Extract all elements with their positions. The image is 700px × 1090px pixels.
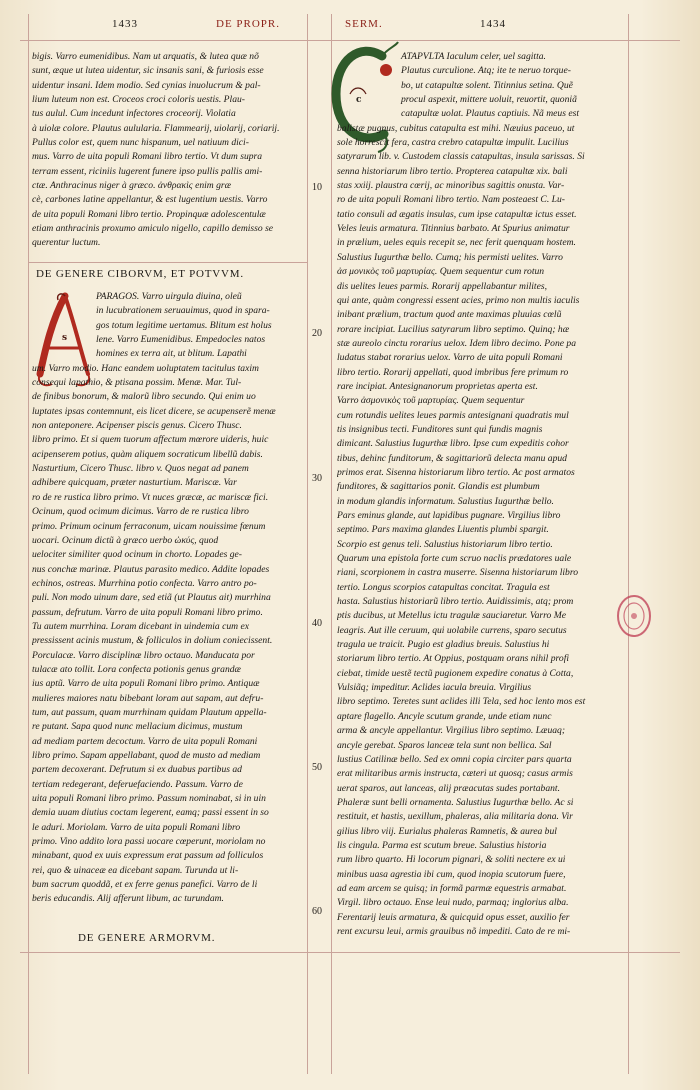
text-line: tum, aut passum, quam murrhinam quidam Plautum appella- xyxy=(32,706,267,718)
text-line: tragula ue traicit. Pugio est gladius breuis. Salustius hi xyxy=(337,639,550,651)
text-line: stæ aureolo cinctu rorarius uelox. Idem libro decimo. Pone pa xyxy=(337,337,577,349)
text-line: septimo. Pars maxima glandes Liuentis plumbi spargit. xyxy=(337,524,549,536)
text-line: senna historiarum libro tertio. Propterea catapultæ xix. bali xyxy=(337,165,568,177)
text-line: ATAPVLTA Iaculum celer, uel sagitta. xyxy=(401,51,546,62)
text-line: ludatus stabat rorarius uelox. Varro de uita populi Romani xyxy=(337,352,563,364)
text-line: consequi lapathio, & ptisana possim. Menæ. Mar. Tul- xyxy=(32,377,242,389)
text-line: libro tertio. Rorarij appellati, quod imbribus fere primum ro xyxy=(337,366,569,378)
section-heading-arms: DE GENERE ARMORVM. xyxy=(78,932,216,944)
left-column-top xyxy=(32,50,304,251)
text-line: passum, defrutum. Varro de uita populi Romani libro primo. xyxy=(32,606,263,618)
text-line: ἀσ μονικὸς τοῦ μαρτυρίας. Quem sequentur cum rotun xyxy=(337,266,545,278)
page-number-left: 1433 xyxy=(112,18,138,30)
text-line: echinos, ostreas. Murrhina potio confecta. Varro antro po- xyxy=(32,577,257,589)
right-column xyxy=(337,50,623,939)
text-line: à uiolæ colore. Plautus aulularia. Flammearij, uiolarij, coriarij. xyxy=(32,122,280,134)
text-line: uocari. Ocinum dictũ à græco uerbo ὠκύς, quod xyxy=(32,534,219,546)
text-line: libro primo. Sapam appellabant, quod de musto ad mediam xyxy=(32,750,261,761)
text-line: lis cingula. Parma est scutum breue. Salustius historia xyxy=(337,839,547,851)
text-line: catapultæ uolat. Plautus captiuis. Nã meus est xyxy=(401,108,580,120)
text-line: in prælium, ueles equis recepit se, nec ferit quenquam hostem. xyxy=(337,237,576,249)
text-line: ius aptũ. Varro de uita populi Romani libro primo. Antiquæ xyxy=(32,678,260,690)
text-line: tis insignibus tecti. Funditores sunt qui fundis magnis xyxy=(337,423,543,435)
text-line: primo. Vino addito lora passi uocare cœperunt, moriolam no xyxy=(32,836,266,848)
text-line: homines ex terra ait, ut blitum. Lapathi xyxy=(96,348,247,360)
text-line: sunt, æque ut lutea uidentur, sic insanis sani, & furiosis esse xyxy=(32,65,264,77)
text-line: cum rotundis uelites leues parmis antesignani quadratis mul xyxy=(337,409,569,421)
line-number: 50 xyxy=(312,762,322,773)
text-line: gos totum legitime uertamus. Blitum est holus xyxy=(96,319,272,331)
text-line: partem decoxerant. Defrutum si ex duabus partibus ad xyxy=(32,764,242,776)
text-line: de finibus bonorum, & malorũ libro secundo. Qui enim uo xyxy=(32,391,256,403)
text-line: leagris. Aut ille ceruum, qui uolabile currens, sparo secutus xyxy=(337,624,567,636)
text-line: minibus uasa agrestia ibi cum, quod inopia scutorum fuere, xyxy=(337,868,566,880)
text-line: Pars eminus glande, aut lapidibus pugnare. Virgilius libro xyxy=(337,510,561,521)
text-line: bo, ut catapultæ solent. Titinnius setina. Quẽ xyxy=(401,79,573,91)
text-line: non anteponere. Acipenser piscis genus. Cicero Thusc. xyxy=(32,420,242,432)
text-line: inibant prælium, tractum quod ante maximas pluuias cœlũ xyxy=(337,309,562,321)
text-line: bigis. Varro eumenidibus. Nam ut arquatis, & lutea quæ nõ xyxy=(32,51,259,62)
right-rule xyxy=(628,14,629,1074)
library-stamp xyxy=(612,592,656,640)
text-line: arma & ancyle appellantur. Virgilius libro septimo. Læuaq; xyxy=(337,725,566,737)
text-line: ad eam arcem se quisq; in formã parmæ equestris armabat. xyxy=(337,882,567,894)
text-line: pressissent acinis mustum, & folliculos in dolium coniecissent. xyxy=(32,635,273,647)
text-line: riani, scorpionem in castra muserre. Sisenna historiarum libro xyxy=(337,567,579,579)
svg-text:s: s xyxy=(62,333,68,343)
text-line: re putant. Sapa quod nunc mellacium dicimus, mustum xyxy=(32,721,243,733)
text-line: PARAGOS. Varro uirgula diuina, oleũ xyxy=(96,291,242,302)
text-line: lium luteum non est. Croceos croci coloris uestis. Plau- xyxy=(32,94,245,106)
text-line: terram essent, riciniis lugerent funere ipso pullis pallis ami- xyxy=(32,165,263,177)
text-line: querentur luctum. xyxy=(32,237,101,249)
text-line: Veles leuis armatura. Titinnius barbato. At Spurius animatur xyxy=(337,223,570,235)
text-line: rei, quo & uinaceæ ea dicebant sapam. Turunda ut li- xyxy=(32,864,239,876)
text-line: Varro ἀσμονικὸς τοῦ μαρτυρίας. Quem sequentur xyxy=(337,395,525,407)
line-number: 30 xyxy=(312,473,322,484)
text-line: procul aspexit, mittere uoluit, reuortit, quoniã xyxy=(401,94,577,106)
text-line: tatio consuli ad ægatis insulas, cum ipse catapultæ ictus esset. xyxy=(337,208,577,220)
text-line: ptis ducibus, ut Metellus ictu tragulæ sauciaretur. Varro Me xyxy=(337,610,566,622)
line-number: 60 xyxy=(312,906,322,917)
text-line: hasta. Salustius historiarũ libro tertio. Auidissimis, atq; prom xyxy=(337,596,574,608)
gutter-rule-left xyxy=(307,14,308,1074)
text-line: rum libro quarto. Hi locorum pignari, & soliti nectere ex ui xyxy=(337,854,566,866)
text-line: minabant, quod ex uuis expressum erat passum ad folliculos xyxy=(32,850,264,862)
text-line: Tu autem murrhina. Loram dicebant in uindemia cum ex xyxy=(32,620,250,632)
text-line: Pullus color est, quem nunc hispanum, uel natiuum dici- xyxy=(32,137,249,149)
text-line: primo. Primum ocinum ferraconum, uicam nouissime fœnum xyxy=(32,520,266,532)
text-line: bum sacrum quoddã, et ex ferre genus panefici. Varro de li xyxy=(32,879,258,891)
text-line: libro septimo. Teretes sunt aclides illi Tela, sed hoc lento mos est xyxy=(337,696,586,708)
text-line: rorare incipiat. Lucilius satyrarum libro septimo. Quinq; hæ xyxy=(337,323,570,335)
text-line: ro de re rustica libro primo. Vt nuces græcæ, ac mariscæ fici. xyxy=(32,491,269,503)
text-line: uita populi Romani libro primo. Passum nominabat, si in uin xyxy=(32,793,266,805)
text-line: funditores, & sagittarios ponit. Glandis est plumbum xyxy=(337,481,540,493)
text-line: satyrarum lib. v. Custodem classis catapultas, insula sarissas. Si xyxy=(337,151,585,163)
left-column-body xyxy=(32,290,304,907)
text-line: Plautus curculione. Atq; ite te neruo torque- xyxy=(401,65,571,77)
text-line: libro primo. Et si quem tuorum affectum mœrore uideris, huic xyxy=(32,434,269,446)
text-line: mulieres maiores natu bibebant loram aut sapam, aut defru- xyxy=(32,692,264,704)
line-number: 40 xyxy=(312,618,322,629)
bottom-rule xyxy=(20,952,680,953)
gutter-rule-right xyxy=(331,14,332,1074)
text-line: primos erat. Sisenna historiarum libro tertio. Ac post armatos xyxy=(337,466,575,478)
text-line: rare incipiat. Antesignanorum proprietas aperta est. xyxy=(337,380,538,392)
text-line: qui ante, quàm congressi essent acies, primo non multis iaculis xyxy=(337,294,580,306)
text-line: restituit, et hastis, uexillum, phaleras, alia militaria dona. Vir xyxy=(337,811,573,823)
text-line: aptare flagello. Ancyle scutum grande, unde etiam nunc xyxy=(337,710,552,722)
left-rule xyxy=(28,14,29,1074)
text-line: ciebat, timide uestẽ tectũ pugionem expedire conatus à Cotta, xyxy=(337,667,574,679)
text-line: nus conchæ marinæ. Plautus parasito medico. Addite lopades xyxy=(32,563,270,575)
line-number: 10 xyxy=(312,182,322,193)
text-line: uerat sparos, aut lanceas, alij præacutas sudes portabant. xyxy=(337,782,560,794)
page-number-right: 1434 xyxy=(480,18,506,30)
text-line: puli. Non modo uinum dare, sed etiã (ut Plautus ait) murrhina xyxy=(32,592,271,604)
text-line: adhibere quicquam, præter nasturtium. Mariscæ. Var xyxy=(32,477,237,489)
text-line: Virgil. libro octauo. Ense leui nudo, parmaq; inglorius alba. xyxy=(337,897,569,909)
text-line: tulacæ ato tollit. Lora confecta potionis genus grandæ xyxy=(32,663,241,675)
text-line: Scorpio est genus teli. Salustius historiarum libro tertio. xyxy=(337,538,553,550)
svg-text:c: c xyxy=(356,95,362,105)
section-divider xyxy=(28,262,307,263)
text-line: tertiam redegerant, deferuefaciendo. Passum. Varro de xyxy=(32,778,243,790)
text-line: Nasturtium, Cicero Thusc. libro v. Quos negat ad panem xyxy=(32,463,249,475)
text-line: dis uelites leues parmis. Rorarij appellabantur milites, xyxy=(337,280,547,292)
text-line: balistæ pugnus, cubitus catapulta est mihi. Næuius paceuo, ut xyxy=(337,122,575,134)
text-line: le aduri. Moriolam. Varro de uita populi Romani libro xyxy=(32,821,241,833)
section-heading-food: DE GENERE CIBORVM, ET POTVVM. xyxy=(36,268,244,280)
text-line: etiam anthracinis proxumo amiculo nigello, capillo demisso se xyxy=(32,223,274,235)
text-line: dimicant. Salustius Iugurthæ libro. Ipse cum expeditis cohor xyxy=(337,438,569,450)
text-line: tertio. Longus scorpios catapultas concitat. Tragula est xyxy=(337,581,550,593)
running-title-left: DE PROPR. xyxy=(216,18,281,30)
text-line: Phaleræ sunt belli ornamenta. Salustius Iugurthæ bello. Ac si xyxy=(337,796,574,808)
text-line: demia uuam diutius coctam legerent, eamq; passi essent in so xyxy=(32,807,269,819)
text-line: stas xxiij. plaustra cœrij, ac minoribus sagittis onusta. Var- xyxy=(337,180,565,192)
text-line: Vulsiãq; impeditur. Aclides iacula breuia. Virgilius xyxy=(337,682,532,694)
text-line: gilius libro viij. Eurialus phaleras Ramnetis, & aurea bul xyxy=(337,825,557,837)
text-line: ctæ. Anthracinus niger à græco. ἀνθρακὶς enim græ xyxy=(32,180,232,192)
text-line: ad mediam partem decoctum. Varro de uita populi Romani xyxy=(32,735,258,747)
text-line: acipenserem potius, quàm aliquem socraticum libellũ dabis. xyxy=(32,448,263,460)
text-line: luptates ipsas contemnunt, eis licet dicere, se acupenserẽ menæ xyxy=(32,405,276,417)
line-number: 20 xyxy=(312,328,322,339)
text-line: ancyle gerebat. Sparos lanceæ tela sunt non bellica. Sal xyxy=(337,739,552,751)
text-line: uidentur insani. Idem modio. Sed cynias inuolucrum & pal- xyxy=(32,79,261,91)
text-line: ro de uita populi Romani libro tertio. Nam posteaest C. Lu- xyxy=(337,194,565,206)
text-line: mus. Varro de uita populi Romani libro tertio. Vt dum supra xyxy=(32,151,263,163)
text-line: beris educandis. Alij afferunt libum, ac turundam. xyxy=(32,893,224,905)
text-line: uelociter similiter quod ocinum in chorto. Lopades ge- xyxy=(32,549,242,561)
text-line: storiarum libro tertio. At Oppius, postquam orans nihil profi xyxy=(337,653,570,665)
running-header xyxy=(0,14,700,36)
text-line: de uita populi Romani libro tertio. Propinquæ adolescentulæ xyxy=(32,208,266,220)
text-line: sole horrescit fera, castra crebro catapultæ impulit. Lucilius xyxy=(337,137,569,149)
text-line: lene. Varro Eumenidibus. Empedocles natos xyxy=(96,334,266,346)
text-line: Porculacæ. Varro disciplinæ libro octauo. Manducata por xyxy=(32,649,255,661)
text-line: tus aulul. Cum incedunt infectores croceorij. Violatia xyxy=(32,108,236,120)
text-line: rent excursu leui, armis grauibus nõ impediti. Cato de re mi- xyxy=(337,925,571,937)
text-line: Salustius Iugurthæ bello. Cumq; his permisti uelites. Varro xyxy=(337,251,563,263)
text-line: in lucubrationem seruauimus, quod in spara- xyxy=(96,305,270,317)
text-line: Ocinum, quod ocimum dicimus. Varro de re rustica libro xyxy=(32,506,249,518)
text-line: in modum glandis informatum. Salustius Iugurthæ bello. xyxy=(337,495,554,507)
text-line: Quarum una epistola forte cum scruo naclis prædatores uale xyxy=(337,553,572,565)
text-line: tibus, dehinc funditorum, & sagittariorũ delecta manu apud xyxy=(337,452,567,464)
text-line: lustius Catilinæ bello. Sed ex omni copia circiter pars quarta xyxy=(337,753,572,765)
text-line: cè, carbones latine appellantur, & est lugentium uestis. Varro xyxy=(32,194,268,206)
text-line: um. Varro modio. Hanc eandem uoluptatem tacitulus taxim xyxy=(32,362,259,374)
text-line: Ferentarij leuis armatura, & quicquid opus esset, auxilio fer xyxy=(337,911,570,923)
text-line: erat militaribus armis instructa, cæteri ut quosq; casus armis xyxy=(337,768,573,780)
running-title-right: SERM. xyxy=(345,18,383,30)
